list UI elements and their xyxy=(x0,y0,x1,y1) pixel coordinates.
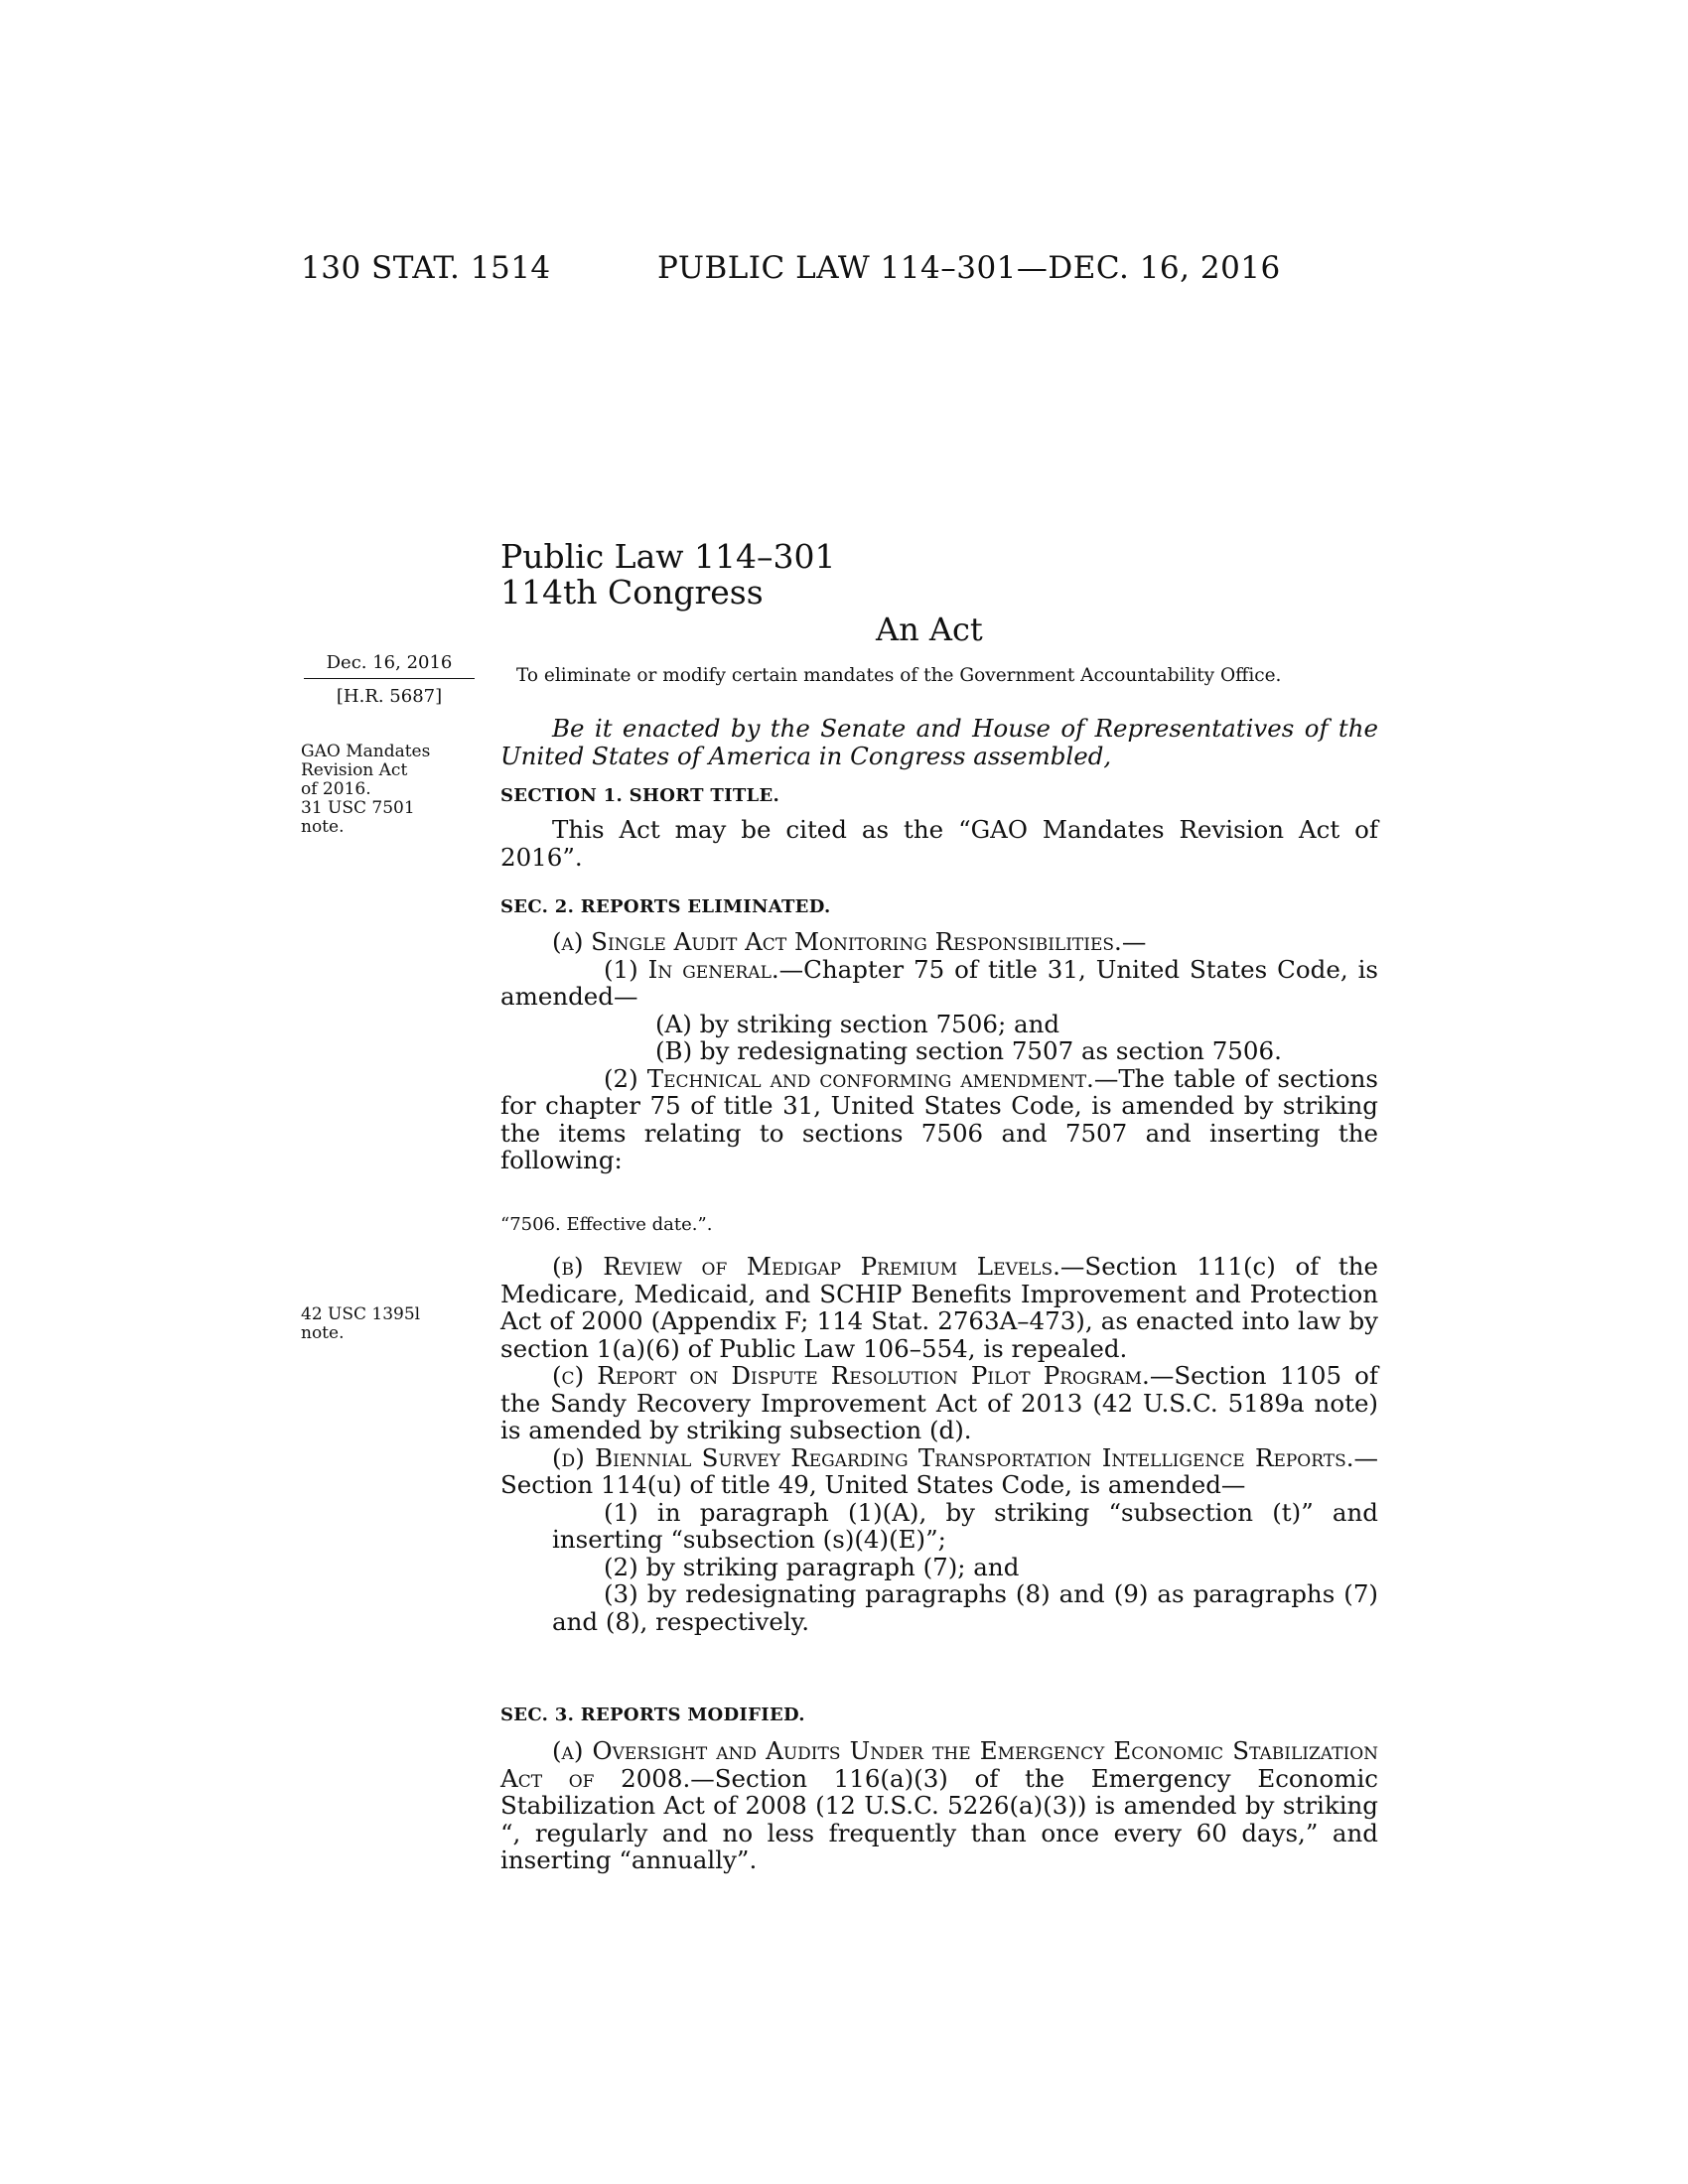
margin-note-line: Revision Act xyxy=(301,760,408,780)
section-2-body-continued xyxy=(500,1253,1378,1635)
subsection-lead: (b) Review of Medigap Premium Levels. xyxy=(552,1252,1060,1281)
clause-2a1A: (A) by striking section 7506; and xyxy=(655,1009,1060,1038)
subsection-text: —Section 111(c) of the Medicare, Medicaid, and SCHIP Benefits Improvement and Protection Act of 2000 (Appendix F; 114 Stat. 2763A–473), as enacted into law by section 1(a)(6) of Public Law 106–554, is repealed. xyxy=(500,1252,1378,1363)
margin-note-line: GAO Mandates xyxy=(301,742,431,761)
paragraph-2d2: (2) by striking paragraph (7); and xyxy=(604,1552,1020,1581)
margin-note-line: note. xyxy=(301,817,345,837)
margin-note-line: 31 USC 7501 xyxy=(301,798,415,818)
section-2-body xyxy=(500,928,1378,1174)
paragraph-2d1: (1) in paragraph (1)(A), by striking “subsection (t)” and inserting “subsection (s)(4)(E)”; xyxy=(552,1497,1378,1554)
congress-number: 114th Congress xyxy=(500,573,764,612)
paragraph-lead: (1) In general. xyxy=(604,954,779,984)
subsection-2b xyxy=(500,1253,1378,1362)
subsection-lead: (a) Oversight and Audits Under the Emergency Economic Stabilization Act of 2008. xyxy=(500,1736,1378,1793)
section-2-heading: SEC. 2. REPORTS ELIMINATED. xyxy=(500,896,831,917)
page-stat-citation: 130 STAT. 1514 xyxy=(301,250,551,286)
paragraph-text: —Chapter 75 of title 31, United States Code, is amended— xyxy=(500,954,1379,1011)
subsection-lead: (c) Report on Dispute Resolution Pilot Program. xyxy=(552,1361,1150,1390)
subsection-2c xyxy=(500,1362,1378,1444)
margin-bill-number: [H.R. 5687] xyxy=(336,686,443,707)
subsection-2a-heading: (a) Single Audit Act Monitoring Responsibilities.— xyxy=(552,927,1147,956)
an-act-heading: An Act xyxy=(876,611,983,648)
margin-short-title-note xyxy=(301,743,480,837)
margin-divider xyxy=(304,678,475,679)
table-insert-item: “7506. Effective date.”. xyxy=(500,1214,713,1235)
enacting-clause: Be it enacted by the Senate and House of Representatives of the United States of America in Congress assembled, xyxy=(500,714,1378,770)
paragraph-text: —The table of sections for chapter 75 of title 31, United States Code, is amended by striking the items relating to sections 7506 and 7507 and inserting the following: xyxy=(500,1063,1378,1174)
clause-2a1B: (B) by redesignating section 7507 as section 7506. xyxy=(655,1036,1282,1065)
paragraph-2d3: (3) by redesignating paragraphs (8) and (9) as paragraphs (7) and (8), respectively. xyxy=(552,1579,1378,1636)
subsection-2d xyxy=(500,1444,1378,1499)
subsection-lead: (d) Biennial Survey Regarding Transportation Intelligence Reports. xyxy=(552,1442,1354,1472)
subsection-text: —Section 1105 of the Sandy Recovery Improvement Act of 2013 (42 U.S.C. 5189a note) is amended by striking subsection (d). xyxy=(500,1361,1378,1444)
subsection-text: —Section 114(u) of title 49, United States Code, is amended— xyxy=(500,1442,1378,1499)
paragraph-2a2 xyxy=(500,1065,1378,1174)
section-1-heading: SECTION 1. SHORT TITLE. xyxy=(500,785,780,806)
margin-note-line: note. xyxy=(301,1323,345,1343)
section-1-text: This Act may be cited as the “GAO Mandates Revision Act of 2016”. xyxy=(500,815,1378,872)
section-3-heading: SEC. 3. REPORTS MODIFIED. xyxy=(500,1705,805,1725)
subsection-text: —Section 116(a)(3) of the Emergency Economic Stabilization Act of 2008 (12 U.S.C. 5226(a)(3)) is amended by striking “, regularly and no less frequently than once every 60 days,” and inserting “annually”. xyxy=(500,1763,1378,1874)
page-running-header: PUBLIC LAW 114–301—DEC. 16, 2016 xyxy=(657,250,1281,286)
margin-date: Dec. 16, 2016 xyxy=(326,652,453,673)
paragraph-lead: (2) Technical and conforming amendment. xyxy=(604,1063,1094,1093)
paragraph-2a1 xyxy=(500,956,1378,1011)
public-law-number: Public Law 114–301 xyxy=(500,537,836,576)
margin-usc-note xyxy=(301,1305,480,1343)
margin-note-line: of 2016. xyxy=(301,779,371,799)
margin-note-line: 42 USC 1395l xyxy=(301,1304,421,1324)
act-purpose: To eliminate or modify certain mandates of the Government Accountability Office. xyxy=(516,665,1282,686)
subsection-3a xyxy=(500,1737,1378,1874)
